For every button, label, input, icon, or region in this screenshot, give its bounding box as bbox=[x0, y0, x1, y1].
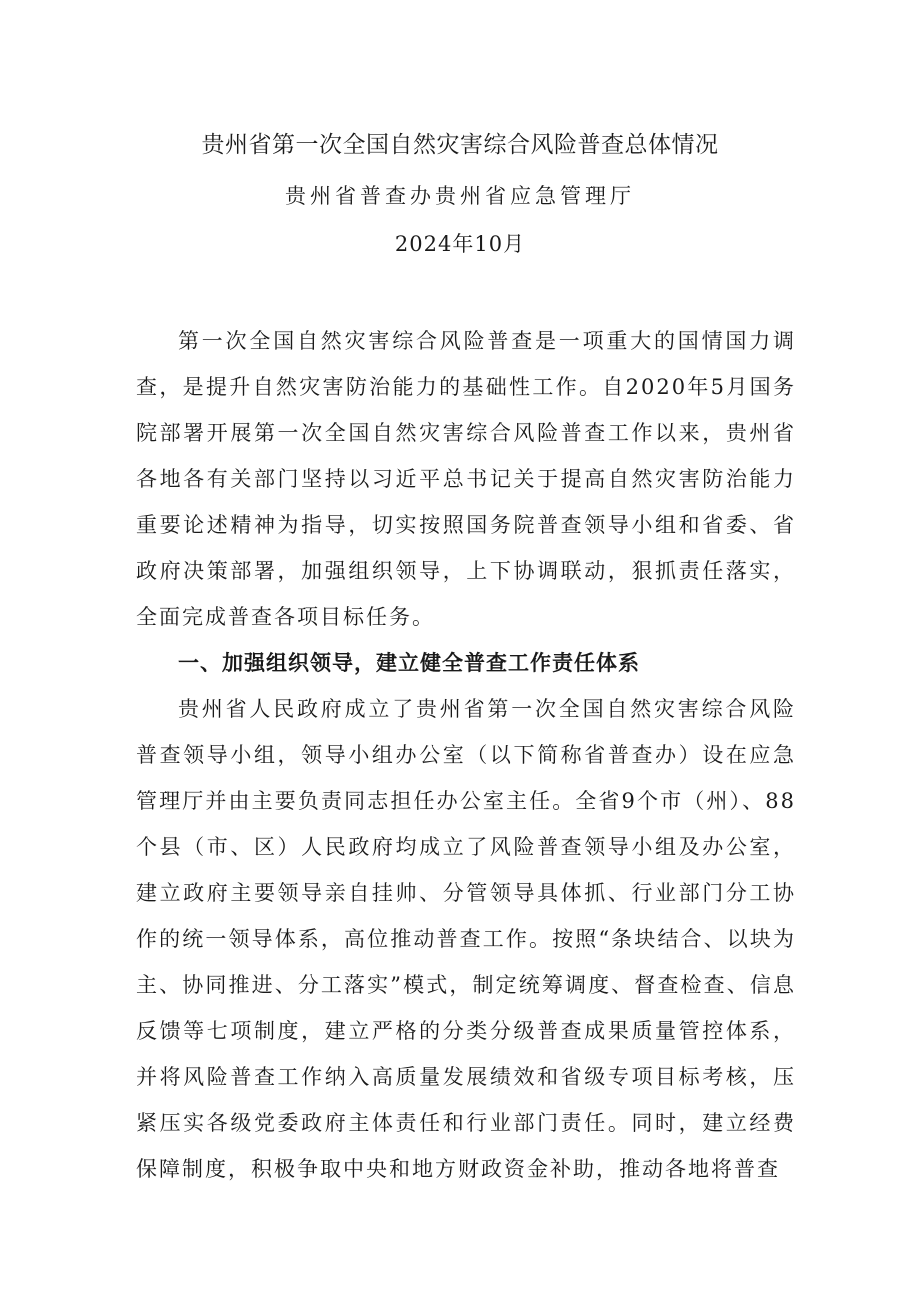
intro-paragraph: 第一次全国自然灾害综合风险普查是一项重大的国情国力调查，是提升自然灾害防治能力的基础性工作。自2020年5月国务院部署开展第一次全国自然灾害综合风险普查工作以来，贵州省各地各有关部门坚持以习近平总书记关于提高自然灾害防治能力重要论述精神为指导，切实按照国务院普查领导小组和省委、省政府决策部署，加强组织领导，上下协调联动，狠抓责任落实，全面完成普查各项目标任务。 bbox=[136, 329, 796, 629]
section-heading: 一、加强组织领导，建立健全普查工作责任体系 bbox=[178, 651, 640, 675]
document-author: 贵州省普查办贵州省应急管理厅 bbox=[285, 184, 635, 208]
document-date: 2024年10月 bbox=[394, 232, 526, 256]
document-body bbox=[136, 318, 796, 1192]
section-paragraph: 贵州省人民政府成立了贵州省第一次全国自然灾害综合风险普查领导小组，领导小组办公室（以下简称省普查办）设在应急管理厅并由主要负责同志担任办公室主任。全省9个市（州）、88个县（市、区）人民政府均成立了风险普查领导小组及办公室，建立政府主要领导亲自挂帅、分管领导具体抓、行业部门分工协作的统一领导体系，高位推动普查工作。按照“条块结合、以块为主、协同推进、分工落实”模式，制定统筹调度、督查检查、信息反馈等七项制度，建立严格的分类分级普查成果质量管控体系，并将风险普查工作纳入高质量发展绩效和省级专项目标考核，压紧压实各级党委政府主体责任和行业部门责任。同时，建立经费保障制度，积极争取中央和地方财政资金补助，推动各地将普查 bbox=[136, 697, 796, 1181]
document-title: 贵州省第一次全国自然灾害综合风险普查总体情况 bbox=[201, 132, 719, 158]
